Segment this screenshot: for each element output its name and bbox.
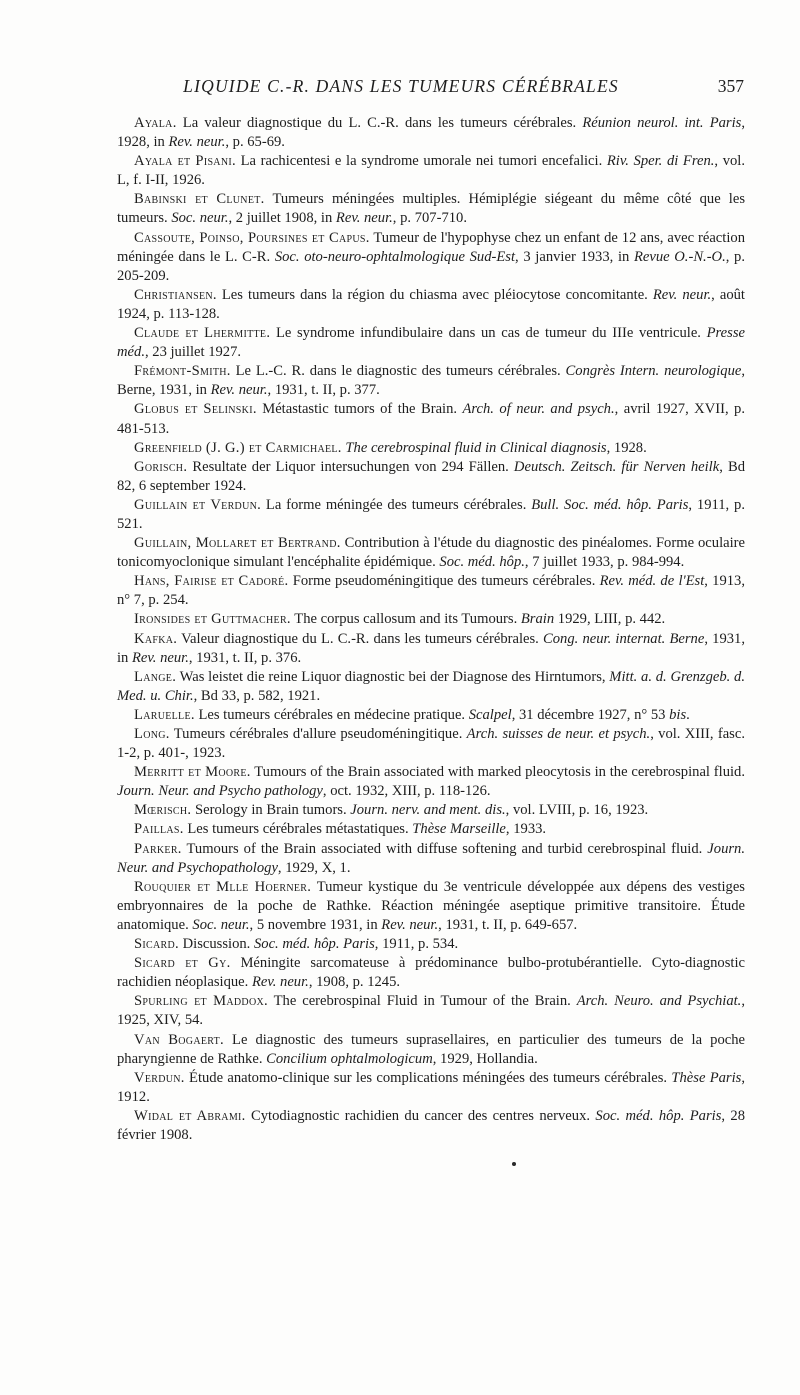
reference-details: , vol. LVIII, p. 16, 1923.: [505, 802, 649, 819]
reference-details: , 23 juillet 1927.: [144, 344, 242, 361]
reference-title: Tumours of the Brain associated with diffuse softening and turbid cerebrospinal fluid.: [181, 840, 708, 857]
reference-entry: [117, 878, 745, 935]
reference-journal: Revue O.-N.-O.: [633, 248, 726, 265]
reference-source: Rev. neur.: [652, 286, 712, 303]
reference-journal: bis: [669, 706, 687, 723]
reference-title: Les tumeurs cérébrales métastatiques.: [183, 821, 413, 838]
bibliography-list: [117, 114, 745, 1145]
reference-entry: [117, 610, 745, 629]
reference-details: , 1911, p. 534.: [374, 936, 459, 953]
reference-authors: Rouquier et Mlle Hoerner.: [134, 878, 312, 895]
reference-title: Cytodiagnostic rachidien du cancer des centres nerveux.: [245, 1107, 596, 1124]
reference-entry: [117, 668, 745, 706]
reference-source: Concilium ophtalmologicum: [266, 1050, 433, 1067]
reference-entry: [117, 534, 745, 572]
reference-details: 1929, LIII, p. 442.: [554, 611, 666, 628]
reference-authors: Christiansen.: [134, 286, 217, 303]
reference-title: Forme pseudoméningitique des tumeurs cérébrales.: [288, 573, 600, 590]
reference-details: , août 1924, p. 113-128.: [117, 286, 745, 322]
reference-details: , 28 février 1908.: [117, 1107, 746, 1143]
reference-details: , oct. 1932, XIII, p. 118-126.: [322, 783, 491, 800]
reference-entry: [117, 114, 745, 152]
reference-details: , 1928, in: [117, 115, 745, 151]
reference-source: Riv. Sper. di Fren.: [606, 153, 715, 170]
reference-details: , 5 novembre 1931, in: [249, 916, 382, 933]
reference-title: Contribution à l'étude du diagnostic des pinéalomes. Forme oculaire tonicomyoclonique simulant l'encéphalite épidémique.: [117, 535, 746, 571]
reference-title: Les tumeurs dans la région du chiasma avec pléiocytose concomitante.: [216, 286, 653, 303]
reference-title: The cerebrospinal Fluid in Tumour of the Brain.: [267, 993, 577, 1010]
running-title: LIQUIDE C.-R. DANS LES TUMEURS CÉRÉBRALES: [183, 76, 619, 96]
reference-source: Rev. neur.: [251, 974, 309, 991]
reference-entry: [117, 152, 745, 190]
reference-entry: [117, 801, 745, 820]
reference-title: Tumeurs cérébrales d'allure pseudoméningitique.: [169, 726, 467, 742]
reference-journal: Rev. neur.: [168, 134, 226, 151]
reference-title: Les tumeurs cérébrales en médecine pratique.: [194, 706, 469, 723]
page-number: 357: [717, 76, 744, 96]
reference-entry: [117, 840, 745, 878]
reference-pages: , 1931, t. II, p. 649-657.: [438, 916, 578, 933]
reference-title: La rachicentesi e la syndrome umorale nei tumori encefalici.: [235, 153, 607, 170]
reference-source: Soc. neur.: [171, 210, 229, 227]
reference-pages: , p. 205-209.: [117, 248, 745, 284]
reference-journal: Rev. neur.: [381, 916, 439, 933]
reference-source: Soc. méd. hôp. Paris: [253, 936, 375, 953]
page-header: [118, 76, 744, 102]
reference-authors: Van Bogaert.: [134, 1031, 224, 1048]
ink-dot: [512, 1162, 516, 1166]
reference-entry: [117, 1031, 745, 1069]
reference-details: , 1929, X, 1.: [277, 859, 351, 876]
reference-source: Soc. méd. hôp. Paris: [595, 1107, 722, 1124]
reference-pages: .: [686, 706, 690, 723]
reference-authors: Spurling et Maddox.: [134, 993, 268, 1010]
reference-source: Mitt. a. d. Grenzgeb. d. Med. u. Chir.: [117, 668, 745, 704]
reference-authors: Guillain et Verdun.: [134, 496, 262, 513]
reference-details: , vol. L, f. I-II, 1926.: [117, 153, 745, 189]
reference-details: , 2 juillet 1908, in: [228, 210, 336, 227]
reference-source: Arch. Neuro. and Psychiat.: [576, 993, 742, 1010]
reference-authors: Babinski et Clunet.: [134, 191, 265, 208]
reference-authors: Frémont-Smith.: [134, 363, 231, 380]
reference-authors: Laruelle.: [134, 706, 195, 723]
reference-details: , vol. XIII, fasc. 1-2, p. 401-, 1923.: [117, 726, 745, 762]
reference-title: Le L.-C. R. dans le diagnostic des tumeurs cérébrales.: [230, 363, 566, 380]
reference-title: Valeur diagnostique du L. C.-R. dans les tumeurs cérébrales.: [177, 630, 543, 647]
reference-entry: [117, 763, 745, 801]
reference-source: Arch. suisses de neur. et psych.: [466, 726, 651, 742]
reference-source: Thèse Paris: [671, 1069, 742, 1086]
reference-title: Le diagnostic des tumeurs suprasellaires, en particulier des tumeurs de la poche pharyngienne de Rathke.: [117, 1031, 745, 1067]
reference-title: Étude anatomo-clinique sur les complications méningées des tumeurs cérébrales.: [184, 1069, 672, 1086]
reference-authors: Claude et Lhermitte.: [134, 325, 271, 342]
reference-authors: Verdun.: [134, 1069, 185, 1086]
reference-details: , avril 1927, XVII, p. 481-513.: [117, 401, 746, 437]
reference-pages: , 1931, t. II, p. 376.: [188, 649, 302, 666]
reference-authors: Merritt et Moore.: [134, 764, 251, 781]
reference-title: Serology in Brain tumors.: [191, 802, 351, 819]
reference-authors: Gorisch.: [134, 458, 188, 475]
reference-source: The cerebrospinal fluid in Clinical diagnosis: [345, 439, 607, 456]
reference-authors: Paillas.: [134, 821, 184, 838]
reference-title: The corpus callosum and its Tumours.: [290, 611, 521, 628]
reference-entry: [117, 954, 745, 992]
reference-details: , 1912.: [117, 1069, 745, 1105]
reference-source: Soc. oto-neuro-ophtalmologique Sud-Est: [274, 248, 516, 265]
reference-title: La valeur diagnostique du L. C.-R. dans les tumeurs cérébrales.: [176, 115, 583, 131]
reference-entry: [117, 1107, 745, 1145]
reference-source: Soc. neur.: [192, 916, 250, 933]
reference-title: Tumeur kystique du 3e ventricule développée aux dépens des vestiges embryonnaires de la poche de Rathke. Réaction méningée aseptique primitive transitoire. Étude anatomique.: [117, 878, 745, 933]
reference-entry: [117, 362, 745, 400]
reference-authors: Globus et Selinski.: [134, 401, 257, 418]
reference-title: Tumours of the Brain associated with marked pleocytosis in the cerebrospinal fluid.: [250, 764, 745, 781]
reference-details: , Berne, 1931, in: [117, 363, 745, 399]
reference-details: , 1911, p. 521.: [117, 496, 745, 532]
reference-entry: [117, 400, 745, 438]
reference-title: Was leistet die reine Liquor diagnostic bei der Diagnose des Hirntumors,: [176, 668, 610, 685]
reference-details: , 1931, in: [117, 630, 745, 666]
reference-journal: Rev. neur.: [210, 382, 268, 399]
reference-entry: [117, 286, 745, 324]
reference-authors: Ironsides et Guttmacher.: [134, 611, 291, 628]
reference-title: Métastastic tumors of the Brain.: [256, 401, 463, 418]
reference-authors: Cassoute, Poinso, Poursines et Capus.: [134, 229, 370, 246]
reference-pages: , p. 65-69.: [225, 134, 285, 151]
reference-details: , 1928.: [606, 439, 647, 456]
reference-entry: [117, 572, 745, 610]
reference-authors: Parker.: [134, 840, 182, 857]
reference-title: Méningite sarcomateuse à prédominance bulbo-protubérantielle. Cyto-diagnostic rachidien néoplasique.: [117, 955, 745, 991]
reference-title: Tumeurs méningées multiples. Hémiplégie siégeant du même côté que les tumeurs.: [117, 191, 746, 227]
reference-authors: Long.: [134, 726, 170, 742]
reference-entry: [117, 935, 745, 954]
reference-entry: [117, 190, 745, 228]
reference-authors: Sicard.: [134, 936, 179, 953]
reference-authors: Guillain, Mollaret et Bertrand.: [134, 535, 341, 552]
reference-details: , Bd 33, p. 582, 1921.: [193, 687, 321, 704]
reference-authors: Ayala et Pisani.: [134, 153, 236, 170]
reference-source: Deutsch. Zeitsch. für Nerven heilk: [513, 458, 720, 475]
reference-authors: Kafka.: [134, 630, 178, 647]
reference-source: Bull. Soc. méd. hôp. Paris: [531, 496, 689, 513]
reference-source: Soc. méd. hôp.: [439, 554, 525, 571]
reference-details: , 3 janvier 1933, in: [515, 248, 634, 265]
reference-authors: Ayala.: [134, 115, 177, 131]
reference-title: Tumeur de l'hypophyse chez un enfant de 12 ans, avec réaction méningée dans le L. C-R.: [117, 229, 745, 265]
reference-source: Rev. méd. de l'Est: [599, 573, 705, 590]
reference-entry: [117, 706, 745, 725]
reference-details: , 1925, XIV, 54.: [117, 993, 745, 1029]
reference-source: Presse méd.: [117, 325, 745, 361]
reference-source: Journ. Neur. and Psycho pathology: [117, 783, 323, 800]
reference-authors: Greenfield (J. G.) et Carmichael.: [134, 439, 342, 456]
reference-source: Brain: [520, 611, 555, 628]
reference-entry: [117, 725, 745, 763]
reference-entry: [117, 439, 745, 458]
reference-pages: , p. 707-710.: [392, 210, 467, 227]
reference-journal: Rev. neur.: [132, 649, 189, 666]
reference-details: , 1933.: [505, 821, 547, 838]
reference-title: Le syndrome infundibulaire dans un cas de tumeur du IIIe ventricule.: [270, 325, 707, 342]
reference-authors: Hans, Fairise et Cadoré.: [134, 573, 289, 590]
reference-title: La forme méningée des tumeurs cérébrales.: [261, 496, 532, 513]
reference-entry: [117, 820, 745, 839]
reference-entry: [117, 458, 745, 496]
reference-journal: Rev. neur.: [335, 210, 393, 227]
reference-source: Thèse Marseille: [412, 821, 506, 838]
reference-source: Scalpel: [468, 706, 512, 723]
reference-title: Resultate der Liquor intersuchungen von 294 Fällen.: [187, 458, 514, 475]
reference-pages: , 1931, t. II, p. 377.: [267, 382, 380, 399]
reference-source: Journ. nerv. and ment. dis.: [350, 802, 506, 819]
reference-entry: [117, 496, 745, 534]
reference-entry: [117, 992, 745, 1030]
reference-details: , 31 décembre 1927, n° 53: [511, 706, 670, 723]
reference-source: Arch. of neur. and psych.: [462, 401, 615, 418]
reference-source: Réunion neurol. int. Paris: [582, 115, 742, 131]
reference-entry: [117, 229, 745, 286]
reference-details: , Bd 82, 6 september 1924.: [117, 458, 745, 494]
reference-details: , 7 juillet 1933, p. 984-994.: [524, 554, 685, 571]
reference-entry: [117, 324, 745, 362]
reference-details: , 1908, p. 1245.: [308, 974, 401, 991]
reference-entry: [117, 630, 745, 668]
reference-entry: [117, 1069, 745, 1107]
reference-authors: Mœrisch.: [134, 802, 192, 819]
reference-authors: Lange.: [134, 668, 177, 685]
reference-source: Congrès Intern. neurologique: [565, 363, 742, 380]
reference-authors: Sicard et Gy.: [134, 955, 231, 972]
reference-details: , 1929, Hollandia.: [432, 1050, 538, 1067]
reference-source: Cong. neur. internat. Berne: [543, 630, 705, 647]
reference-title: Discussion.: [178, 936, 254, 953]
reference-source: Journ. Neur. and Psychopathology: [117, 840, 745, 876]
reference-authors: Widal et Abrami.: [134, 1107, 246, 1124]
reference-details: , 1913, n° 7, p. 254.: [117, 573, 745, 609]
